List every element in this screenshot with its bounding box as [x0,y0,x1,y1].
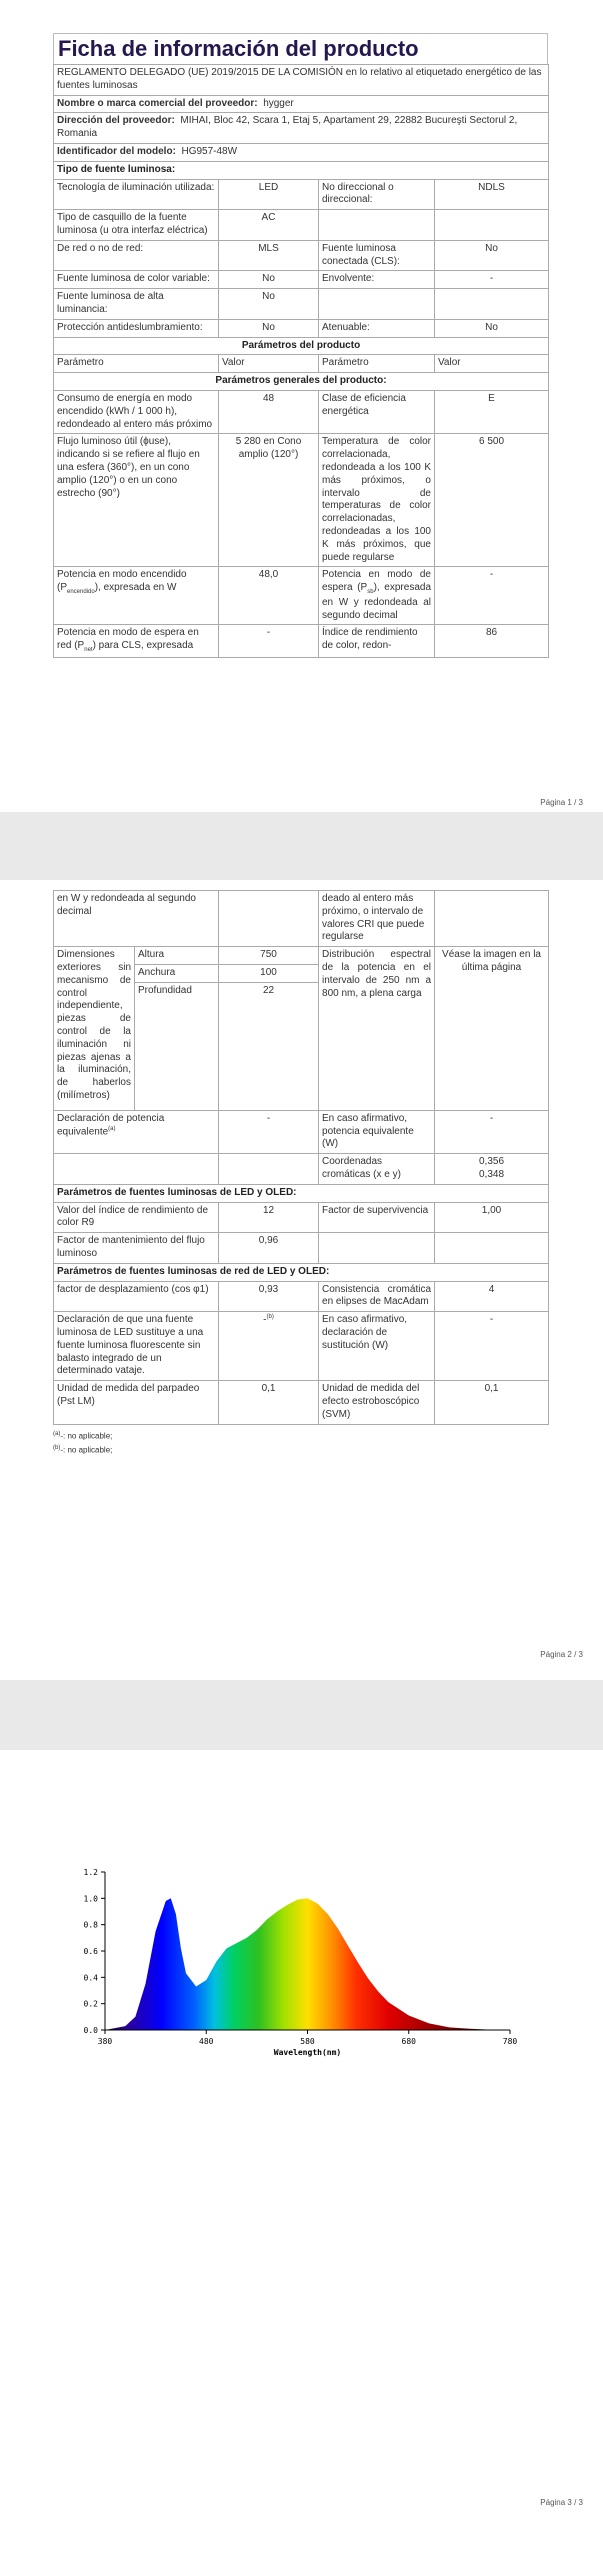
y-tick-label: 0.4 [83,1973,98,1983]
spectral-distribution-chart [55,1860,525,2060]
y-tick-label: 0.8 [83,1920,98,1930]
model-row: Identificador del modelo: HG957-48W [54,143,549,161]
led-header: Parámetros de fuentes luminosas de LED y OLED: [54,1184,549,1202]
table-row: Tipo de casquillo de la fuente luminosa (u otra interfaz eléctrica) AC [54,210,549,241]
y-tick-label: 1.2 [83,1868,98,1877]
regulation-text: REGLAMENTO DELEGADO (UE) 2019/2015 DE LA COMISIÓN en lo relativo al etiquetado energético de las fuentes luminosas [54,65,549,96]
footnotes [53,1429,548,1458]
table-row: Declaración de potencia equivalente$^{(a)}$ - En caso afirmativo, potencia equivalente (W) - [54,1110,549,1153]
page-3 [0,1750,603,2560]
params-header: Parámetros del producto [54,337,549,355]
supplier-row: Nombre o marca comercial del proveedor: hygger [54,95,549,113]
table-row: Potencia en modo de espera en red $(P_{net})$ para CLS, expresada - Índice de rendimiento de color, redon- 86 [54,625,549,657]
table-row: Valor del índice de rendimiento de color R9 12 Factor de supervivencia 1,00 [54,1202,549,1233]
y-tick-label: 0.6 [83,1947,98,1956]
type-header: Tipo de fuente luminosa: [54,161,549,179]
x-tick-label: 580 [300,2037,315,2046]
product-info-sheet [53,33,548,658]
y-tick-label: 1.0 [83,1894,98,1904]
info-table-page-2 [53,890,549,1425]
table-row: Fuente luminosa de alta luminancia: No [54,289,549,320]
page-number: Página 2 / 3 [540,1650,583,1659]
page-title: Ficha de información del producto [53,33,548,64]
page-1 [0,0,603,812]
footnote: $^{(a)}$-: no aplicable; [53,1430,113,1441]
x-tick-label: 380 [97,2037,113,2046]
dimensions-row: Dimensiones exteriores sin mecanismo de control independiente, piezas de control de la iluminación ni piezas ajenas a la iluminación, de haberlos (milímetros) Altura 750 Distribución espectral de la potencia en el intervalo de 250 nm a 800 nm, a plena carga Véase la imagen en la última página [54,947,549,965]
address-row: Dirección del proveedor: MIHAI, Bloc 42, Scara 1, Etaj 5, Apartament 29, 22882 Bucureşti Sectorul 2, Romania [54,113,549,144]
spectrum-area [105,1898,510,2030]
general-header: Parámetros generales del producto: [54,373,549,391]
y-tick-label: 0.2 [83,1999,98,2009]
y-tick-label: 0.0 [83,2026,98,2035]
page-number: Página 1 / 3 [540,798,583,807]
red-header: Parámetros de fuentes luminosas de red de LED y OLED: [54,1263,549,1281]
x-tick-label: 780 [502,2037,518,2046]
table-row: en W y redondeada al segundo decimal deado al entero más próximo, o intervalo de valores CRI que puede regularse [54,891,549,947]
x-tick-label: 480 [199,2037,214,2046]
table-row: Unidad de medida del parpadeo (Pst LM) 0,1 Unidad de medida del efecto estroboscópico (SVM) 0,1 [54,1381,549,1424]
table-row: Coordenadas cromáticas (x e y) 0,356 0,348 [54,1154,549,1185]
table-row: Protección antideslumbramiento: No Atenuable: No [54,319,549,337]
table-row: Profundidad 22 [54,982,549,1110]
table-row: Anchura 100 [54,964,549,982]
table-row: Declaración de que una fuente luminosa de LED sustituye a una fuente luminosa fluorescente sin balasto integrado de un determinado vataje. -$^{(b)}$ En caso afirmativo, declaración de sustitución (W) - [54,1312,549,1381]
page-number: Página 3 / 3 [540,2498,583,2507]
table-row: De red o no de red: MLS Fuente luminosa conectada (CLS): No [54,240,549,271]
table-row: Consumo de energía en modo encendido (kWh / 1 000 h), redondeado al entero más próximo 48 Clase de eficiencia energética E [54,390,549,433]
x-tick-label: 680 [401,2037,416,2046]
table-row: Tecnología de iluminación utilizada: LED No direccional o direccional: NDLS [54,179,549,210]
page-2 [0,880,603,1680]
table-row: Flujo luminoso útil (ϕuse), indicando si se refiere al flujo en una esfera (360°), en un cono amplio (120°) o en un cono estrecho (90°) 5 280 en Cono amplio (120°) Temperatura de color correlacionada, redondeada a los 100 K más próximos, o intervalo de temperaturas de color correlacionadas, redondeadas a los 100 K más próximos, que puede regularse 6 500 [54,434,549,567]
table-row: factor de desplazamiento (cos φ1) 0,93 Consistencia cromática en elipses de MacAdam 4 [54,1281,549,1312]
product-info-sheet-continued [53,890,548,1457]
table-row: Fuente luminosa de color variable: No Envolvente: - [54,271,549,289]
table-row: Factor de mantenimiento del flujo luminoso 0,96 [54,1233,549,1264]
x-axis-label: Wavelength(nm) [273,2048,342,2057]
column-header-row: Parámetro Valor Parámetro Valor [54,355,549,373]
table-row: Potencia en modo encendido $(P_{encendido})$, expresada en W 48,0 Potencia en modo de espera $(P_{sb})$, expresada en W y redondeada al segundo decimal - [54,567,549,625]
footnote: $^{(b)}$-: no aplicable; [53,1444,113,1455]
info-table-page-1 [53,64,549,658]
